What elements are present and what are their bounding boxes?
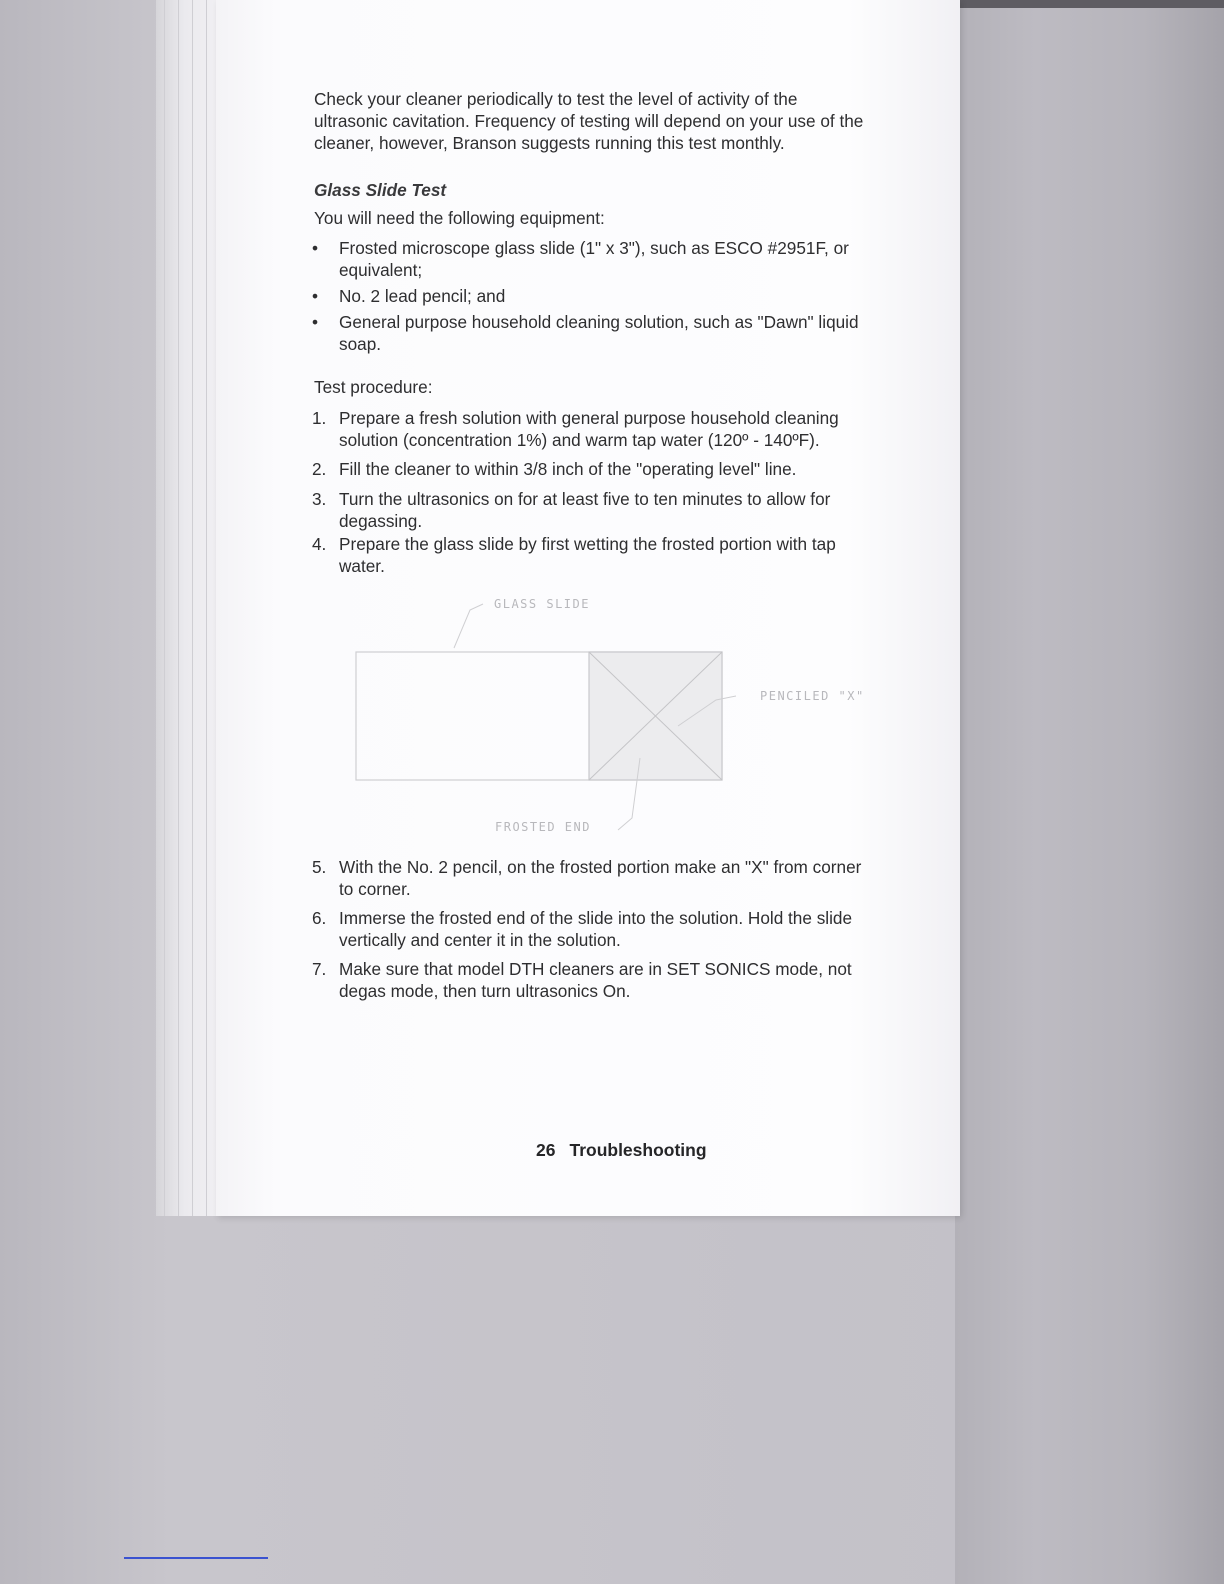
intro-line: ultrasonic cavitation. Frequency of testing will depend on your use of the bbox=[314, 111, 864, 131]
step-line: degas mode, then turn ultrasonics On. bbox=[339, 981, 631, 1001]
section-heading: Glass Slide Test bbox=[314, 180, 447, 200]
intro-line: Check your cleaner periodically to test the level of activity of the bbox=[314, 89, 798, 109]
label-penciled-x: PENCILED "X" bbox=[760, 689, 865, 703]
procedure-intro: Test procedure: bbox=[314, 377, 433, 397]
step-line: solution (concentration 1%) and warm tap water (120º - 140ºF). bbox=[339, 430, 820, 450]
footer-section-title: Troubleshooting bbox=[569, 1140, 707, 1160]
equipment-line: Frosted microscope glass slide (1" x 3"), such as ESCO #2951F, or bbox=[339, 238, 849, 258]
step-line: degassing. bbox=[339, 511, 423, 531]
label-frosted-end: FROSTED END bbox=[495, 820, 591, 834]
book-shadow bbox=[955, 0, 1224, 1584]
step-number: 6. bbox=[312, 908, 327, 928]
step-number: 7. bbox=[312, 959, 327, 979]
bullet-icon: • bbox=[312, 312, 319, 332]
step-line: Fill the cleaner to within 3/8 inch of the "operating level" line. bbox=[339, 459, 797, 479]
equipment-line: General purpose household cleaning solution, such as "Dawn" liquid bbox=[339, 312, 859, 332]
bullet-icon: • bbox=[312, 238, 319, 258]
equipment-line: No. 2 lead pencil; and bbox=[339, 286, 506, 306]
label-glass-slide: GLASS SLIDE bbox=[494, 597, 590, 611]
intro-paragraph bbox=[314, 88, 954, 154]
step-number: 1. bbox=[312, 408, 327, 428]
step-line: to corner. bbox=[339, 879, 411, 899]
equipment-line: equivalent; bbox=[339, 260, 423, 280]
bullet-icon: • bbox=[312, 286, 319, 306]
glass-slide-diagram bbox=[340, 590, 900, 840]
page-footer bbox=[536, 1140, 707, 1161]
step-line: Turn the ultrasonics on for at least five to ten minutes to allow for bbox=[339, 489, 831, 509]
step-line: With the No. 2 pencil, on the frosted portion make an "X" from corner bbox=[339, 857, 862, 877]
step-number: 5. bbox=[312, 857, 327, 877]
equipment-line: soap. bbox=[339, 334, 382, 354]
step-line: Prepare the glass slide by first wetting the frosted portion with tap bbox=[339, 534, 836, 554]
step-line: vertically and center it in the solution. bbox=[339, 930, 621, 950]
scan-artifact-line bbox=[124, 1557, 268, 1559]
step-number: 2. bbox=[312, 459, 327, 479]
intro-line: cleaner, however, Branson suggests running this test monthly. bbox=[314, 133, 785, 153]
page-number: 26 bbox=[536, 1140, 556, 1160]
step-line: Prepare a fresh solution with general purpose household cleaning bbox=[339, 408, 839, 428]
step-number: 3. bbox=[312, 489, 327, 509]
step-line: water. bbox=[339, 556, 385, 576]
glass-slide-leader bbox=[454, 604, 483, 648]
step-line: Immerse the frosted end of the slide into the solution. Hold the slide bbox=[339, 908, 853, 928]
equipment-intro: You will need the following equipment: bbox=[314, 208, 605, 228]
step-number: 4. bbox=[312, 534, 327, 554]
step-line: Make sure that model DTH cleaners are in SET SONICS mode, not bbox=[339, 959, 852, 979]
scan-edge-strip bbox=[960, 0, 1224, 8]
